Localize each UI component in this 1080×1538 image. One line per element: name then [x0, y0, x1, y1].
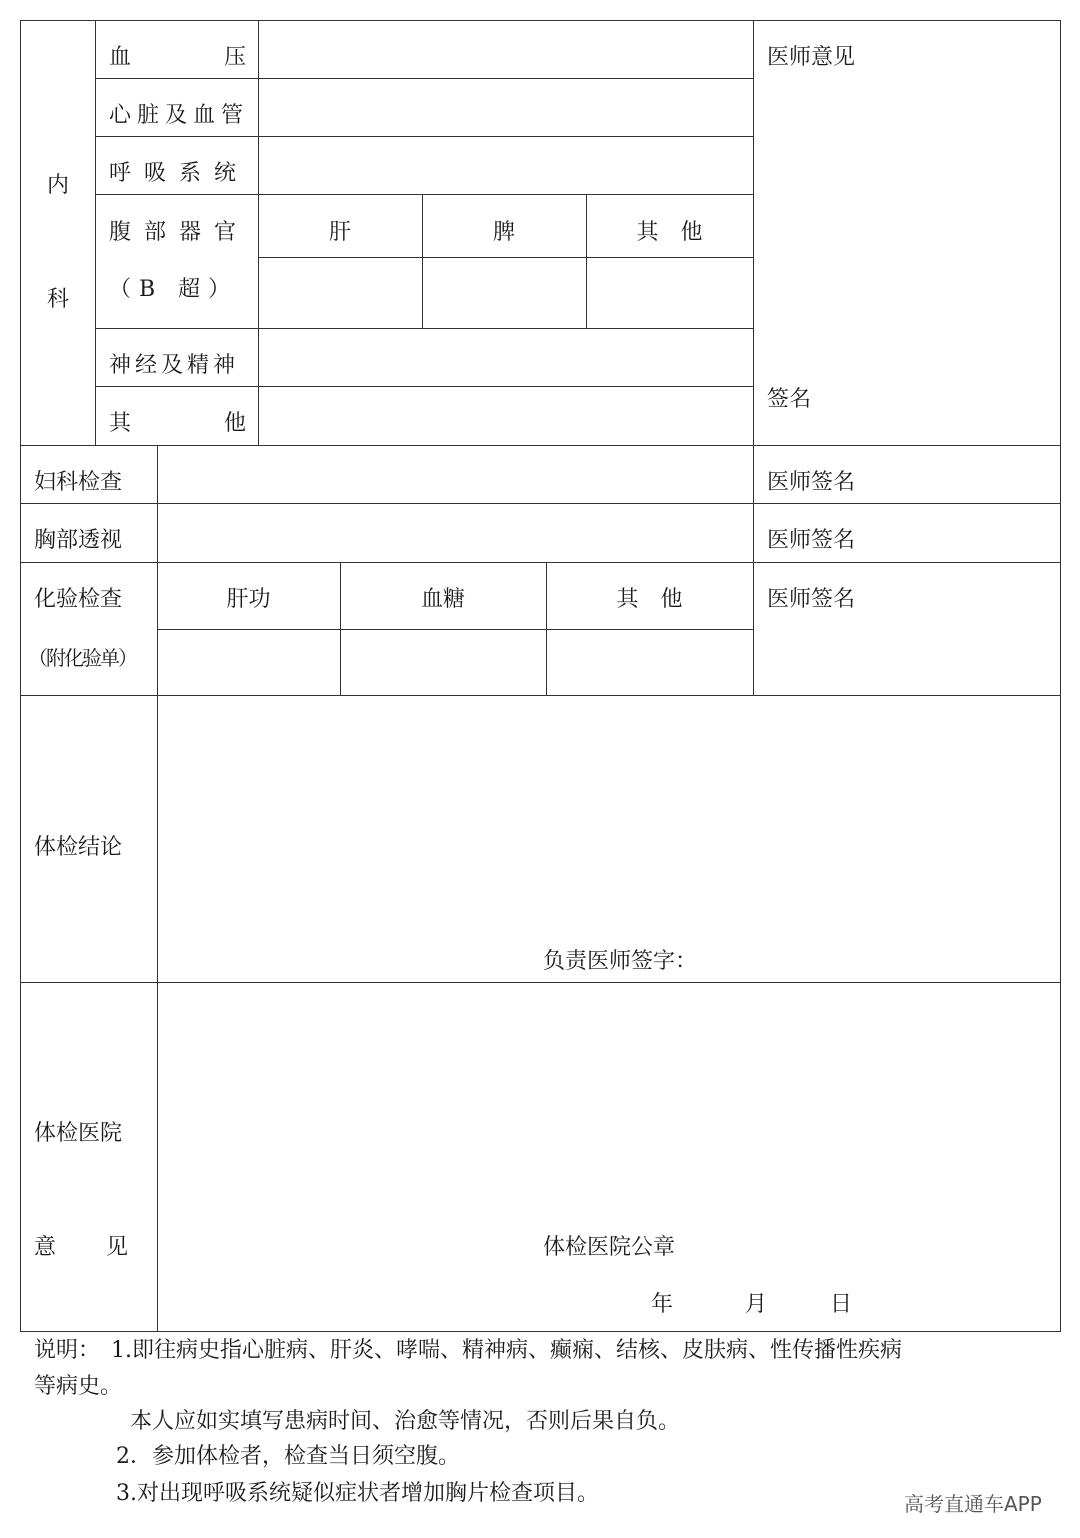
other-char-2: 他 — [223, 411, 246, 436]
border-bottom — [20, 1331, 1061, 1332]
border-right — [1060, 20, 1061, 1332]
hospital-seal: 体检医院公章 — [543, 1235, 676, 1260]
lab-col-line — [340, 562, 341, 696]
note-1-continued: 等病史。 — [34, 1374, 123, 1399]
date-month: 月 — [745, 1292, 768, 1317]
opinion-char-2: 见 — [105, 1235, 128, 1260]
row-line — [95, 194, 753, 195]
signature: 签名 — [767, 387, 812, 412]
label-divider — [157, 445, 158, 1332]
chest-doctor-sign: 医师签名 — [767, 528, 856, 553]
note-1-responsibility: 本人应如实填写患病时间、治愈等情况，否则后果自负。 — [130, 1409, 681, 1434]
note-2: 2．参加体检者，检查当日须空腹。 — [116, 1444, 460, 1469]
gynecology-label: 妇科检查 — [34, 470, 123, 495]
lab-col-line — [546, 562, 547, 696]
col-liver: 肝 — [328, 220, 351, 245]
hospital-label: 体检医院 — [34, 1121, 123, 1146]
lab-col-other: 其 他 — [616, 587, 683, 612]
row-line — [95, 328, 753, 329]
watermark: 高考直通车APP — [904, 1492, 1042, 1516]
blood-pressure-char-2: 压 — [223, 45, 246, 70]
section-line — [20, 503, 1061, 504]
row-heart-vessels: 心脏及血管 — [109, 103, 250, 128]
border-top — [20, 20, 1061, 21]
col-other: 其 他 — [636, 220, 703, 245]
internal-label-2: 科 — [47, 287, 70, 312]
note-1: 说明： 1.即往病史指心脏病、肝炎、哮喘、精神病、癫痫、结核、皮肤病、性传播性疾病 — [34, 1338, 902, 1363]
date-year: 年 — [651, 1292, 674, 1317]
row-nervous-mental: 神经及精神 — [109, 353, 240, 378]
other-char-1: 其 — [109, 411, 132, 436]
col-spleen: 脾 — [492, 220, 515, 245]
border-left — [20, 20, 21, 1332]
blood-pressure-char-1: 血 — [109, 45, 132, 70]
row-blood-pressure — [109, 44, 246, 72]
row-line — [258, 257, 753, 258]
section-line — [20, 695, 1061, 696]
conclusion-signer: 负责医师签字： — [543, 949, 698, 974]
note-3: 3.对出现呼吸系统疑似症状者增加胸片检查项目。 — [116, 1481, 599, 1506]
opinion-divider — [753, 20, 754, 696]
row-other — [109, 410, 246, 438]
col-line — [586, 194, 587, 329]
lab-sublabel: （附化验单） — [28, 646, 136, 670]
internal-label-1: 内 — [47, 173, 70, 198]
lab-col-blood-sugar: 血糖 — [420, 587, 465, 612]
chest-label: 胸部透视 — [34, 528, 123, 553]
section-line — [20, 562, 1061, 563]
section-line — [20, 445, 1061, 446]
hospital-opinion-label — [34, 1234, 128, 1262]
gynecology-doctor-sign: 医师签名 — [767, 470, 856, 495]
row-line — [95, 386, 753, 387]
date-day: 日 — [830, 1292, 853, 1317]
row-abdominal: 腹部器官 — [109, 220, 250, 245]
row-respiratory: 呼吸系统 — [109, 161, 250, 186]
col-line — [422, 194, 423, 329]
section-line — [20, 982, 1061, 983]
row-line — [95, 136, 753, 137]
conclusion-label: 体检结论 — [34, 835, 123, 860]
lab-doctor-sign: 医师签名 — [767, 587, 856, 612]
opinion-char-1: 意 — [34, 1235, 57, 1260]
lab-row-line — [157, 629, 753, 630]
row-line — [95, 78, 753, 79]
internal-divider-1 — [95, 20, 96, 446]
lab-label: 化验检查 — [34, 587, 123, 612]
row-b-ultrasound: （B 超） — [109, 277, 239, 302]
lab-col-liver-function: 肝功 — [226, 587, 271, 612]
doctor-opinion: 医师意见 — [767, 45, 856, 70]
